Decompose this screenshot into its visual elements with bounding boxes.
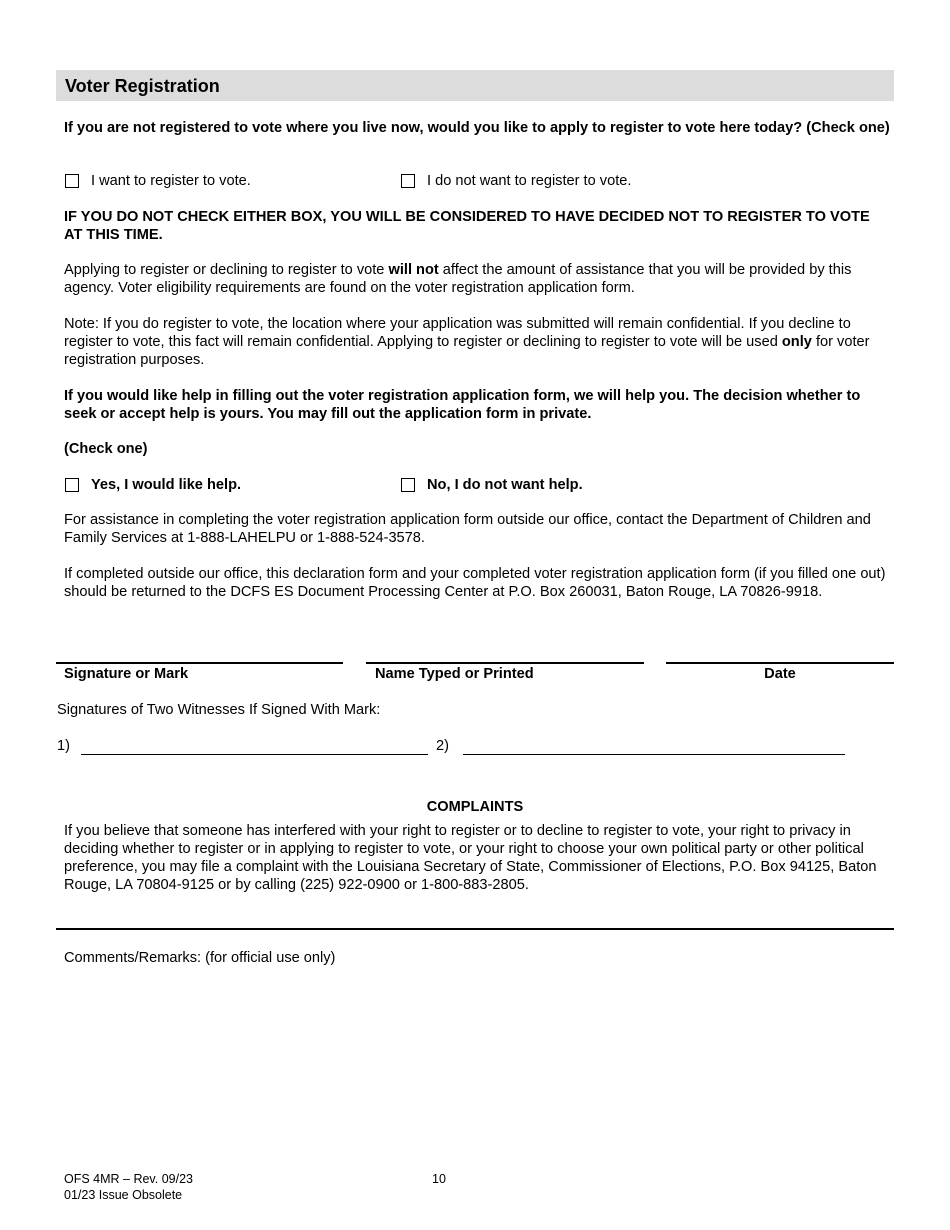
divider-rule [56,928,894,930]
help-paragraph: If you would like help in filling out the voter registration application form, we will help you. The decision whether to seek or accept help is yours. You may fill out the application form in private. [64,388,861,422]
register-no-label: I do not want to register to vote. [427,173,632,189]
register-question: If you are not registered to vote where you live now, would you like to apply to register to vote here today? (Check one) [64,120,890,136]
footer-page-number: 10 [432,1172,446,1186]
register-yes-option[interactable] [65,172,251,190]
name-line[interactable] [366,662,644,664]
footer-form-id: OFS 4MR – Rev. 09/23 [64,1172,193,1186]
assistance-text-bold: will not [388,262,439,278]
complaints-text: If you believe that someone has interfered with your right to register or to decline to register to vote, your right to privacy in deciding whether to register or in applying to register to vote, or your right to choose your own political party or other political preference, you may file a complaint with the Louisiana Secretary of State, Commissioner of Elections, P.O. Box 94125, Baton Rouge, LA 70804-9125 or by calling (225) 922-0900 or 1-800-883-2805. [64,823,877,893]
signature-label: Signature or Mark [64,666,189,682]
assistance-text-1: Applying to register or declining to register to vote [64,262,389,278]
date-line[interactable] [666,662,894,664]
help-no-checkbox[interactable] [401,478,415,492]
note-paragraph [64,315,890,369]
note-text-bold: only [781,334,812,350]
note-text-2: for voter registration purposes. [64,334,870,368]
date-label: Date [764,666,796,682]
register-yes-checkbox[interactable] [65,174,79,188]
note-text-1: Note: If you do register to vote, the location where your application was submitted will remain confidential. If you decline to register to vote, this fact will remain confidential. Applying to register or declining to register to vote will be used [64,316,851,350]
contact-paragraph: For assistance in completing the voter registration application form outside our office, contact the Department of Children and Family Services at 1-888-LAHELPU or 1-888-524-3578. [64,512,871,546]
help-yes-option[interactable] [65,476,241,494]
help-no-option[interactable] [401,476,583,494]
register-no-option[interactable] [401,172,631,190]
comments-label: Comments/Remarks: (for official use only) [64,950,336,966]
help-no-label: No, I do not want help. [427,477,583,493]
help-yes-label: Yes, I would like help. [91,477,242,493]
complaints-title: COMPLAINTS [426,799,524,815]
signature-line[interactable] [56,662,343,664]
register-yes-label: I want to register to vote. [91,173,251,189]
witness-2-line[interactable] [463,754,845,755]
footer-obsolete: 01/23 Issue Obsolete [64,1188,183,1202]
register-no-checkbox[interactable] [401,174,415,188]
help-yes-checkbox[interactable] [65,478,79,492]
assistance-paragraph [64,261,890,297]
name-label: Name Typed or Printed [375,666,534,682]
help-check-one: (Check one) [64,441,148,457]
witness-2-number: 2) [436,738,449,754]
return-paragraph: If completed outside our office, this declaration form and your completed voter registration application form (if you filled one out) should be returned to the DCFS ES Document Processing Center at P.O. Box 260031, Baton Rouge, LA 70826-9918. [64,566,886,600]
witnesses-label: Signatures of Two Witnesses If Signed With Mark: [57,702,381,718]
no-check-warning: IF YOU DO NOT CHECK EITHER BOX, YOU WILL BE CONSIDERED TO HAVE DECIDED NOT TO REGISTER TO VOTE AT THIS TIME. [64,209,870,243]
assistance-text-2: affect the amount of assistance that you will be provided by this agency. Voter eligibility requirements are found on the voter registration application form. [64,262,852,296]
witness-1-number: 1) [57,738,70,754]
section-title: Voter Registration [65,76,220,96]
witness-1-line[interactable] [81,754,428,755]
